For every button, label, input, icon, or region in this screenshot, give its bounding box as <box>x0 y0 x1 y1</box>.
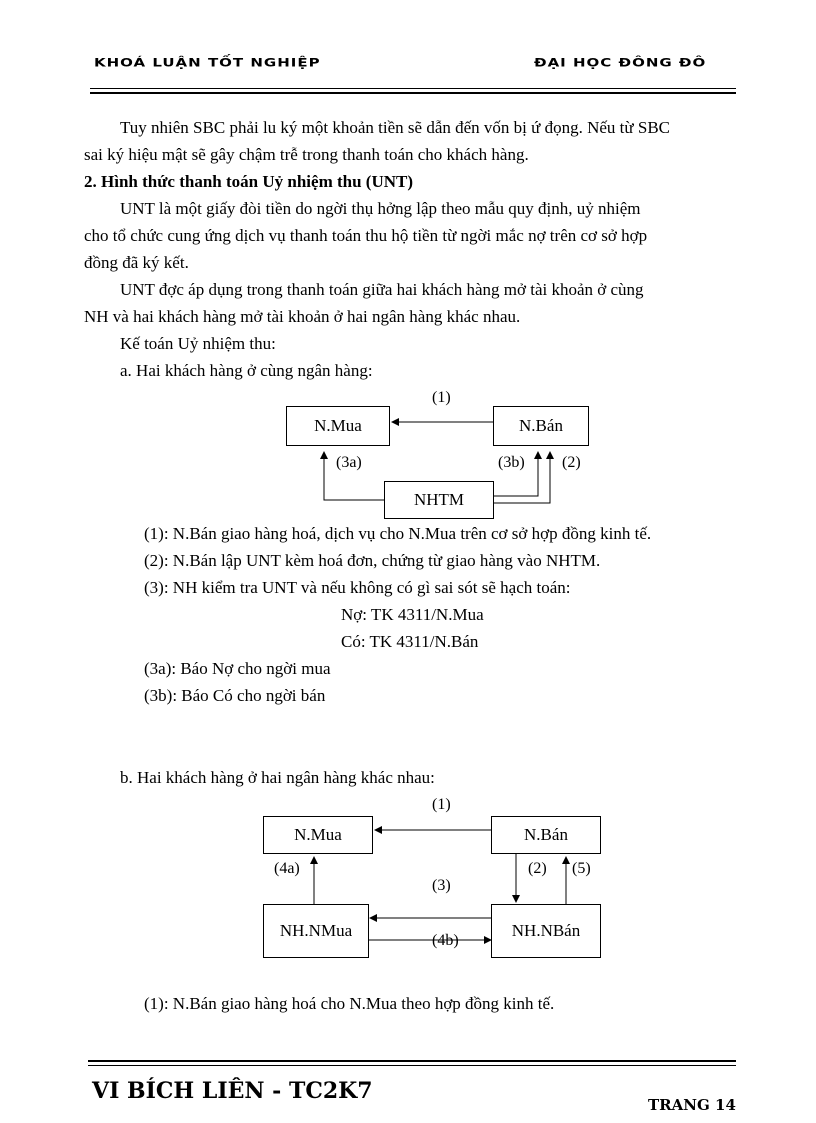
footer-rule-thick <box>88 1060 736 1062</box>
diagram-a-buyer-box: N.Mua <box>286 406 390 446</box>
diagram-b-label-4b: (4b) <box>432 932 459 949</box>
paragraph-line: đồng đã ký kết. <box>84 253 189 272</box>
diagram-a-label-3b: (3b) <box>498 454 525 471</box>
section-heading: 2. Hình thức thanh toán Uỷ nhiệm thu (UNT) <box>84 172 414 191</box>
diagram-b-seller-box: N.Bán <box>491 816 601 854</box>
diagram-b-seller-bank-box: NH.NBán <box>491 904 601 958</box>
diagram-a-seller-box: N.Bán <box>493 406 589 446</box>
paragraph-line: sai ký hiệu mật sẽ gây chậm trễ trong thanh toán cho khách hàng. <box>84 145 529 164</box>
diagram-b-buyer-box: N.Mua <box>263 816 373 854</box>
subsection-label: b. Hai khách hàng ở hai ngân hàng khác nhau: <box>120 768 435 787</box>
paragraph-line: UNT là một giấy đòi tiền do ngời thụ hởng lập theo mẫu quy định, uỷ nhiệm <box>120 199 641 218</box>
diagram-b-label-5: (5) <box>572 860 591 877</box>
diagram-a-label-2: (2) <box>562 454 581 471</box>
diagram-b-buyer-bank-box: NH.NMua <box>263 904 369 958</box>
note-line: (1): N.Bán giao hàng hoá cho N.Mua theo hợp đồng kinh tế. <box>144 994 555 1013</box>
footer-author: VI BÍCH LIÊN - TC2K7 <box>92 1078 373 1104</box>
subsection-label: a. Hai khách hàng ở cùng ngân hàng: <box>120 361 373 380</box>
footer-rule <box>88 1065 736 1066</box>
header-right-title: ĐẠI HỌC ĐÔNG ĐÔ <box>534 56 707 70</box>
note-line: (3b): Báo Có cho ngời bán <box>144 686 326 705</box>
paragraph-line: Tuy nhiên SBC phải lu ký một khoản tiền sẽ dẫn đến vốn bị ứ đọng. Nếu từ SBC <box>120 118 670 137</box>
note-line: (3): NH kiểm tra UNT và nếu không có gì sai sót sẽ hạch toán: <box>144 578 571 597</box>
paragraph-line: cho tổ chức cung ứng dịch vụ thanh toán thu hộ tiền từ ngời mắc nợ trên cơ sở hợp <box>84 226 648 245</box>
note-line: (3a): Báo Nợ cho ngời mua <box>144 659 331 678</box>
diagram-b-label-1: (1) <box>432 796 451 813</box>
paragraph-line: NH và hai khách hàng mở tài khoản ở hai ngân hàng khác nhau. <box>84 307 521 326</box>
diagram-b-label-2: (2) <box>528 860 547 877</box>
diagram-b-label-4a: (4a) <box>274 860 300 877</box>
debit-entry: Nợ: TK 4311/N.Mua <box>341 605 484 624</box>
paragraph-line: Kế toán Uỷ nhiệm thu: <box>120 334 276 353</box>
diagram-a-bank-box: NHTM <box>384 481 494 519</box>
diagram-a-label-1: (1) <box>432 389 451 406</box>
diagram-a-label-3a: (3a) <box>336 454 362 471</box>
diagram-b-label-3: (3) <box>432 877 451 894</box>
page-number: TRANG 14 <box>648 1096 736 1114</box>
paragraph-line: UNT đợc áp dụng trong thanh toán giữa hai khách hàng mở tài khoản ở cùng <box>120 280 644 299</box>
note-line: (1): N.Bán giao hàng hoá, dịch vụ cho N.Mua trên cơ sở hợp đồng kinh tế. <box>144 524 652 543</box>
header-left-title: KHOÁ LUẬN TỐT NGHIỆP <box>94 56 321 70</box>
credit-entry: Có: TK 4311/N.Bán <box>341 632 479 651</box>
note-line: (2): N.Bán lập UNT kèm hoá đơn, chứng từ giao hàng vào NHTM. <box>144 551 601 570</box>
